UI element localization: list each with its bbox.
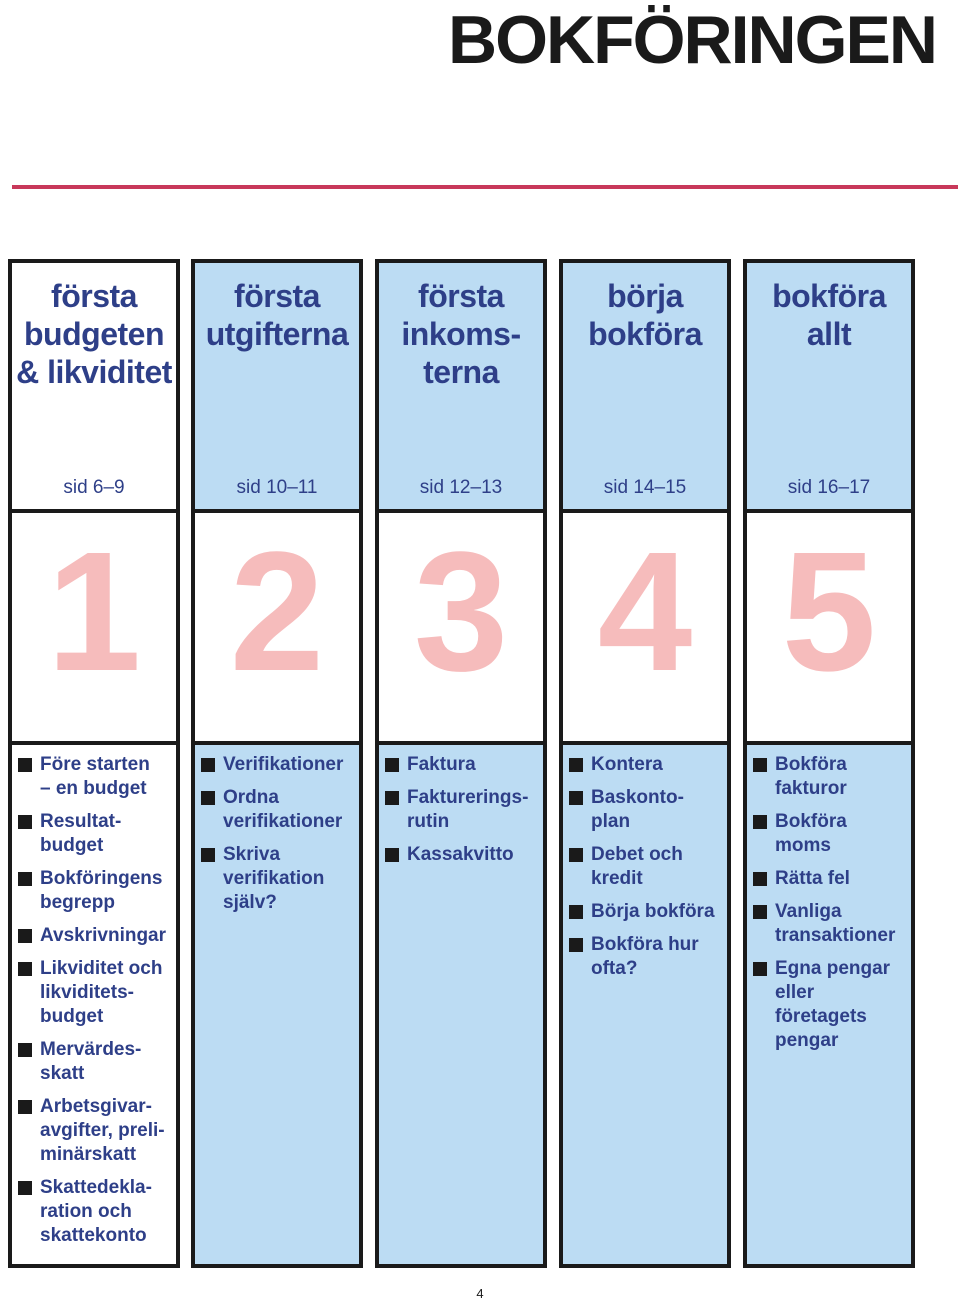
chapter-heading [379,277,543,391]
square-bullet-icon [18,1043,32,1057]
topic-item-line: själv? [223,892,277,913]
topic-item-line: ration och [40,1201,132,1222]
chapter-heading [747,277,911,353]
chapter-heading-line: bokföra [772,278,886,314]
page-title: BOKFÖRINGEN [448,2,936,78]
topic-item-line: Kassakvitto [407,844,514,865]
square-bullet-icon [569,848,583,862]
topic-item [201,843,355,915]
topic-item [201,786,355,834]
topic-list [201,753,355,924]
chapter-column-2 [191,259,363,1268]
topic-item-line: Ordna [223,787,279,808]
topic-list [569,753,723,990]
topic-item-line: Bokföringens [40,868,163,889]
square-bullet-icon [18,962,32,976]
topic-item [385,753,539,777]
topic-item-line: skatt [40,1063,85,1084]
topic-item-line: begrepp [40,892,115,913]
chapter-heading-line: första [234,278,320,314]
topic-item [18,810,172,858]
chapter-number-band [747,509,911,745]
topic-item-line: fakturor [775,778,847,799]
topic-item [18,957,172,1029]
topic-item-line: budget [40,1006,104,1027]
square-bullet-icon [18,929,32,943]
square-bullet-icon [569,938,583,952]
chapter-header [747,263,911,505]
topic-item-line: budget [40,835,104,856]
chapter-heading-line: bokföra [588,316,702,352]
square-bullet-icon [569,791,583,805]
topic-item-line: minärskatt [40,1144,137,1165]
topic-item-line: Bokföra [775,754,847,775]
square-bullet-icon [385,848,399,862]
topic-item-line: Arbetsgivar- [40,1096,152,1117]
chapter-pages: sid 10–11 [236,477,318,498]
topic-item-line: Skattedekla- [40,1177,152,1198]
chapter-heading-line: & likviditet [16,354,172,390]
topic-item-line: Mervärdes- [40,1039,142,1060]
chapter-column-5 [743,259,915,1268]
topic-item [385,843,539,867]
chapter-heading [563,277,727,353]
topic-item [569,933,723,981]
topic-item-line: Avskrivningar [40,925,167,946]
topic-item-line: Fakturerings- [407,787,529,808]
square-bullet-icon [201,758,215,772]
chapter-heading-line: börja [607,278,683,314]
topic-item-line: Vanliga [775,901,842,922]
chapter-number: 5 [781,517,877,707]
topic-item [18,867,172,915]
chapter-number-band [563,509,727,745]
topic-item-line: plan [591,811,631,832]
page-number: 4 [476,1286,484,1301]
chapter-heading [12,277,176,391]
chapter-heading-line: inkoms- [401,316,521,352]
topic-item [569,843,723,891]
chapter-column-3 [375,259,547,1268]
topic-list [753,753,907,1062]
chapter-heading-line: terna [423,354,499,390]
square-bullet-icon [18,872,32,886]
topic-item-line: Egna pengar [775,958,891,979]
chapter-number: 3 [413,517,509,707]
topic-item-line: Börja bokföra [591,901,715,922]
square-bullet-icon [753,758,767,772]
topic-item-line: rutin [407,811,450,832]
topic-item-line: Baskonto- [591,787,684,808]
chapter-column-4 [559,259,731,1268]
topic-item [385,786,539,834]
topic-item-line: skattekonto [40,1225,147,1246]
topic-item-line: avgifter, preli- [40,1120,165,1141]
chapter-heading-line: utgifterna [205,316,349,352]
topic-item-line: verifikationer [223,811,343,832]
chapter-header [12,263,176,505]
topic-item [18,753,172,801]
chapter-heading-line: allt [806,316,852,352]
chapter-number: 1 [46,517,142,707]
topic-item-line: kredit [591,868,643,889]
topic-item [18,1038,172,1086]
square-bullet-icon [18,1100,32,1114]
square-bullet-icon [385,791,399,805]
chapter-heading-line: första [418,278,504,314]
chapter-heading-line: första [51,278,137,314]
topic-item-line: Före starten [40,754,150,775]
topic-item [753,810,907,858]
topic-item-line: pengar [775,1030,839,1051]
square-bullet-icon [385,758,399,772]
square-bullet-icon [753,815,767,829]
topic-item-line: Faktura [407,754,476,775]
square-bullet-icon [753,872,767,886]
chapter-pages: sid 16–17 [787,477,871,498]
topic-item-line: Skriva [223,844,281,865]
topic-item-line: Bokföra [775,811,847,832]
topic-item-line: Likviditet och [40,958,163,979]
square-bullet-icon [18,758,32,772]
chapter-header [195,263,359,505]
chapter-heading [195,277,359,353]
topic-item-line: Rätta fel [775,868,850,889]
topic-list [385,753,539,876]
topic-item [753,957,907,1053]
topic-item-line: Verifikationer [223,754,344,775]
square-bullet-icon [569,905,583,919]
square-bullet-icon [569,758,583,772]
chapter-header [563,263,727,505]
chapter-number-band [12,509,176,745]
chapter-number-band [379,509,543,745]
topic-item-line: eller [775,982,815,1003]
chapter-pages: sid 12–13 [419,477,503,498]
topic-item-line: moms [775,835,831,856]
title-rule [12,185,958,189]
topic-item-line: Debet och [591,844,683,865]
topic-item-line: Resultat- [40,811,122,832]
topic-item [569,786,723,834]
chapter-number: 2 [229,517,325,707]
topic-item [753,900,907,948]
chapter-column-1 [8,259,180,1268]
chapter-heading-line: budgeten [24,316,164,352]
topic-item [569,753,723,777]
topic-item [18,1176,172,1248]
topic-item-line: verifikation [223,868,325,889]
topic-item-line: transaktioner [775,925,896,946]
topic-item [569,900,723,924]
square-bullet-icon [753,905,767,919]
topic-item-line: Bokföra hur [591,934,699,955]
topic-list [18,753,172,1257]
chapter-number-band [195,509,359,745]
chapter-pages: sid 14–15 [603,477,687,498]
topic-item [753,753,907,801]
topic-item-line: företagets [775,1006,867,1027]
topic-item [18,1095,172,1167]
square-bullet-icon [18,815,32,829]
topic-item-line: – en budget [40,778,147,799]
chapter-header [379,263,543,505]
topic-item [753,867,907,891]
topic-item [201,753,355,777]
topic-item-line: likviditets- [40,982,134,1003]
square-bullet-icon [201,848,215,862]
topic-item-line: Kontera [591,754,663,775]
chapter-number: 4 [597,517,693,707]
chapter-pages: sid 6–9 [63,477,125,498]
square-bullet-icon [18,1181,32,1195]
square-bullet-icon [201,791,215,805]
square-bullet-icon [753,962,767,976]
topic-item-line: ofta? [591,958,638,979]
topic-item [18,924,172,948]
